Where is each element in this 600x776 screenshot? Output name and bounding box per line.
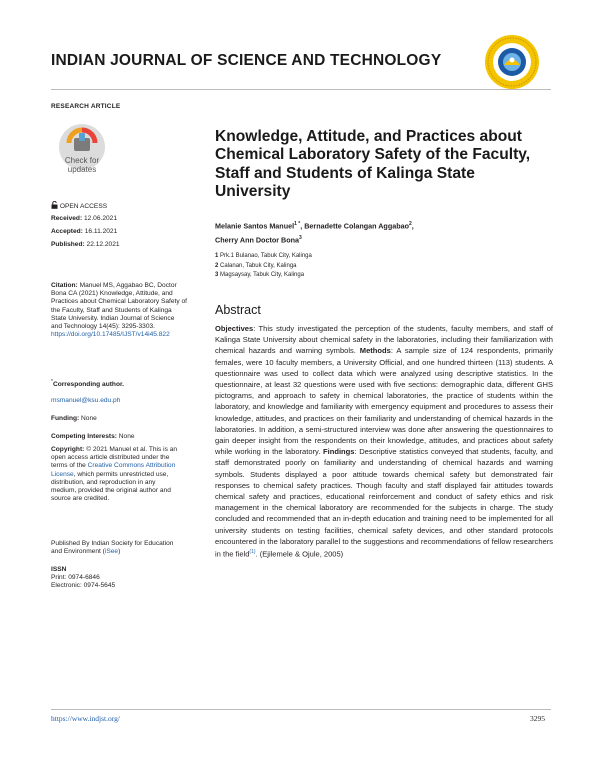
received-row bbox=[51, 215, 120, 223]
accepted-date: 16.11.2021 bbox=[84, 228, 118, 236]
publisher-block bbox=[51, 540, 181, 556]
publisher-close: ) bbox=[118, 548, 121, 556]
competing-interests-value: None bbox=[118, 433, 135, 440]
objectives-label: Objectives bbox=[215, 324, 254, 333]
author-sup: 3 bbox=[299, 235, 302, 242]
open-access-lock-icon bbox=[51, 201, 58, 209]
author-name: Cherry Ann Doctor Bona bbox=[215, 235, 299, 245]
citation-label: Citation: bbox=[51, 282, 78, 289]
citation-doi-link[interactable]: https://doi.org/10.17485/IJST/v14i45.822 bbox=[51, 331, 170, 339]
citation-block bbox=[51, 282, 187, 339]
copyright-text: © 2021 Manuel et al. This is an open access article distributed under the terms of the bbox=[51, 446, 178, 470]
issn-electronic: Electronic: 0974-5645 bbox=[51, 582, 116, 590]
published-date: 22.12.2021 bbox=[86, 241, 120, 249]
abstract-body bbox=[215, 323, 553, 560]
funding-label: Funding: bbox=[51, 415, 80, 422]
received-label: Received: bbox=[51, 215, 83, 222]
footer-url-link[interactable]: https://www.indjst.org/ bbox=[51, 714, 120, 723]
corresponding-email-link[interactable]: msmanuel@ksu.edu.ph bbox=[51, 397, 121, 404]
article-title: Knowledge, Attitude, and Practices about Chemical Laboratory Safety of the Faculty, Staff and Students of Kalinga State University bbox=[215, 128, 531, 200]
corresponding-author-label: Corresponding author. bbox=[52, 381, 125, 389]
received-date: 12.06.2021 bbox=[84, 215, 118, 222]
check-line-1: Check for bbox=[64, 156, 100, 165]
author-name: Bernadette Colangan Aggabao bbox=[304, 221, 409, 231]
copyright-label: Copyright: bbox=[51, 446, 85, 453]
author-sup: 1 * bbox=[294, 221, 301, 227]
issn-label: ISSN bbox=[51, 566, 67, 573]
accepted-label: Accepted: bbox=[51, 228, 83, 236]
article-type: RESEARCH ARTICLE bbox=[51, 103, 121, 110]
check-line-2: updates bbox=[67, 165, 97, 174]
citation-text: Manuel MS, Aggabao BC, Doctor Bona CA (2021) Knowledge, Attitude, and Practices about Chemical Laboratory Safety of the Faculty, Staff and Students of Kalinga State University. Indian Journal of Science and Technology 14(45): 3295-3303. bbox=[51, 282, 187, 331]
published-label: Published: bbox=[51, 241, 85, 249]
header-rule bbox=[51, 89, 551, 90]
methods-text: : A sample size of 124 respondents, primarily females, were 10 faculty members, a University Official, and one hundred thirteen (113) students. A questionnaire was used to collect data which were analyzed using descriptive statistics. In the questionnaire, at least 32 questions were used with five sections: demographic data, different GHS pictograms, and approach to safety in chemical laboratories, the practice of students within the laboratory, and knowledge and familiarity with emergency equipment and procedures to assess their knowledge, attitudes, and practices on their familiarity and understanding of chemical hazards in the laboratories. In addition, a semi-structured interview was done after answering the questionnaires to gain deeper insight from the respondents on their knowledge, attitudes, and practices about safety while working in the laboratory. bbox=[215, 346, 553, 457]
copyright-block bbox=[51, 446, 179, 503]
journal-logo bbox=[484, 34, 540, 90]
dates-block bbox=[51, 215, 120, 250]
issn-block bbox=[51, 566, 115, 591]
published-row bbox=[51, 241, 120, 249]
check-for-updates-label bbox=[57, 156, 107, 174]
methods-label: Methods bbox=[359, 346, 391, 356]
competing-interests-row bbox=[51, 433, 135, 441]
affiliation-item: 1 Prk.1 Bulanao, Tabuk City, Kalinga bbox=[215, 253, 312, 259]
findings-text: : Descriptive statistics conveyed that students, faculty, and staff demonstrated poorly on familiarity and understanding of chemical hazards and warning symbols. Students displayed a poor attitude towards chemical safety but demonstrated fair responses to chemical safety practices. Though faculty and staff displayed fair attitudes towards chemical safety and practices, educational reinforcement and conduct of safety ethics and risk management in the chemical laboratory are recommended for the subjects in charge. The study concluded and recommended that an in-depth education and training need to be implemented for all university students on testing facilities, chemical safety devices, and other standard protocols encountered in the laboratory parallel to the suggestions and recommendations of fellow researchers in the field bbox=[215, 447, 553, 559]
isee-link[interactable]: iSee bbox=[104, 548, 119, 556]
reference-link[interactable]: (1) bbox=[249, 549, 256, 556]
findings-label: Findings bbox=[323, 447, 355, 457]
author-list: Melanie Santos Manuel$^{1 *}$, Bernadette Colangan Aggabao$^2$, Cherry Ann Doctor Bona$^3$ bbox=[215, 221, 414, 245]
affiliations bbox=[215, 252, 312, 281]
affiliation-item: 3 Magsaysay, Tabuk City, Kalinga bbox=[215, 272, 305, 279]
open-access-label: OPEN ACCESS bbox=[59, 203, 108, 210]
author-sup: 2 bbox=[408, 221, 412, 227]
findings-end: . (Ejilemele & Ojule, 2005) bbox=[255, 549, 344, 559]
corresponding-author-row: *Corresponding author. bbox=[51, 379, 125, 389]
open-access-row bbox=[51, 201, 107, 211]
funding-value: None bbox=[81, 415, 97, 422]
competing-interests-label: Competing Interests: bbox=[51, 433, 117, 440]
copyright-text-end: , which permits unrestricted use, distribution, and reproduction in any medium, provided the original author and source are credited. bbox=[51, 470, 171, 503]
funding-row bbox=[51, 415, 97, 423]
objectives-text: : This study investigated the perception of the students, faculty members, and staff of Kalinga State University about chemical safety in the laboratories, including their familiarization with chemical hazards and warning symbols. bbox=[215, 324, 553, 356]
cc-license-link[interactable]: Creative Commons Attribution License bbox=[51, 462, 176, 478]
page-number: 3295 bbox=[530, 714, 545, 723]
footer-rule bbox=[51, 709, 551, 710]
publisher-text: Published By Indian Society for Education and Environment ( bbox=[51, 540, 174, 556]
check-for-updates-badge[interactable] bbox=[59, 124, 107, 182]
abstract-heading: Abstract bbox=[215, 303, 261, 317]
journal-title: INDIAN JOURNAL OF SCIENCE AND TECHNOLOGY bbox=[51, 52, 442, 69]
issn-print: Print: 0974-6846 bbox=[51, 574, 100, 582]
author-name: Melanie Santos Manuel bbox=[215, 221, 295, 231]
accepted-row bbox=[51, 228, 120, 236]
affiliation-item: 2 Calanan, Tabuk City, Kalinga bbox=[215, 262, 297, 269]
